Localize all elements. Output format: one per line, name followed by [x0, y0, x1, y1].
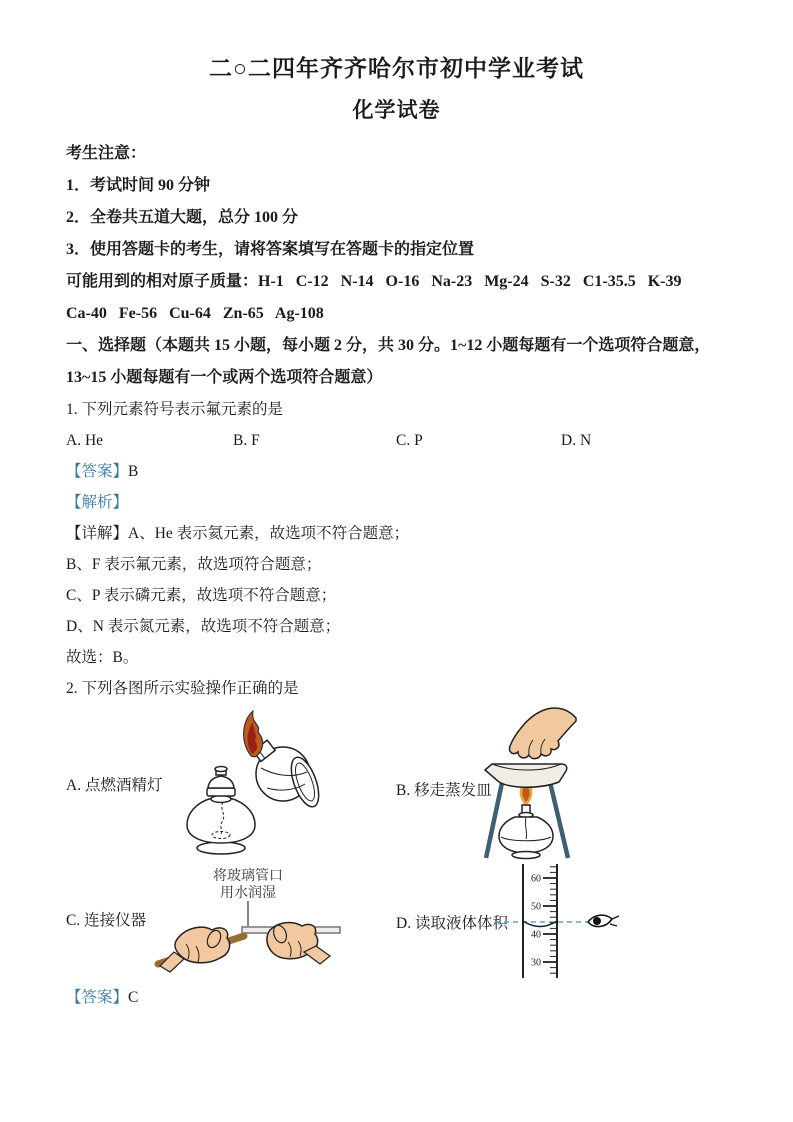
q1-answer-tag: 【答案】 [66, 463, 129, 480]
q1-stem: 1. 下列元素符号表示氟元素的是 [66, 401, 284, 418]
scale-label-30: 30 [531, 957, 541, 969]
major-ticks [543, 878, 557, 962]
notice-heading: 考生注意： [66, 145, 147, 162]
q1-option-b: B. F [233, 432, 260, 449]
q1-detail-d: D、N 表示氮元素，故选项不符合题意； [66, 618, 341, 635]
atomic-masses-line1: 可能用到的相对原子质量：H-1 C-12 N-14 O-16 Na-23 Mg-24 S-32 C1-35.5 K-39 [66, 273, 682, 290]
evaporating-dish [485, 764, 567, 787]
exam-notice-block [66, 138, 727, 394]
q2-figures-row-2 [66, 862, 727, 982]
q2-option-d-label: D. 读取液体体积 [396, 915, 508, 932]
q2-stem: 2. 下列各图所示实验操作正确的是 [66, 680, 299, 697]
q1-analysis-tag: 【解析】 [66, 494, 129, 511]
left-hand [160, 927, 230, 972]
alcohol-burner [499, 805, 553, 859]
hand [510, 708, 576, 759]
q1-answer-line [66, 456, 727, 487]
q1-option-a: A. He [66, 432, 104, 449]
upright-alcohol-lamp [187, 767, 255, 855]
connecting-tubes-figure [152, 864, 342, 976]
scale-label-60: 60 [531, 873, 541, 885]
eye-icon [588, 915, 619, 926]
q1-analysis-line [66, 487, 727, 518]
q1-answer-value: B [128, 463, 139, 480]
q1-detail-c: C、P 表示磷元素，故选项不符合题意； [66, 587, 337, 604]
q2-option-a-label: A. 点燃酒精灯 [66, 777, 163, 794]
q2-answer-value: C [128, 989, 139, 1006]
q2-figures-row-1 [66, 704, 727, 862]
q1-detail-a: 【详解】A、He 表示氦元素，故选项不符合题意； [66, 525, 410, 542]
figure-c-note-line2: 用水润湿 [220, 886, 276, 901]
alcohol-lamp-lighting-figure [181, 710, 331, 856]
notice-item-2: 2．全卷共五道大题，总分 100 分 [66, 209, 299, 226]
figure-c-note-line1: 将玻璃管口 [213, 869, 283, 884]
q1-conclusion: 故选：B。 [66, 649, 139, 666]
atomic-masses-line2: Ca-40 Fe-56 Cu-64 Zn-65 Ag-108 [66, 305, 324, 322]
tilted-alcohol-lamp [244, 711, 325, 810]
minor-ticks [550, 867, 557, 973]
section-one-heading-line2: 13~15 小题每题有一个或两个选项符合题意） [66, 369, 383, 386]
q2-answer-tag: 【答案】 [66, 989, 129, 1006]
q2-answer-line [66, 982, 727, 1013]
graduated-cylinder-figure [493, 862, 621, 980]
q1-options-row [66, 425, 727, 456]
exam-subtitle: 化学试卷 [352, 98, 441, 122]
exam-title: 二○二四年齐齐哈尔市初中学业考试 [209, 56, 584, 81]
q2-option-c-label: C. 连接仪器 [66, 912, 147, 929]
evaporating-dish-figure [473, 706, 578, 860]
notice-item-3: 3．使用答题卡的考生，请将答案填写在答题卡的指定位置 [66, 241, 475, 258]
q1-option-d: D. N [561, 432, 592, 449]
q2-option-b-label: B. 移走蒸发皿 [396, 782, 492, 799]
notice-item-1: 1．考试时间 90 分钟 [66, 177, 211, 194]
section-one-heading-line1: 一、选择题（本题共 15 小题，每小题 2 分，共 30 分。1~12 小题每题有一个选项符合题意， [66, 337, 711, 354]
scale-label-40: 40 [531, 929, 541, 941]
q1-detail-b: B、F 表示氟元素，故选项符合题意； [66, 556, 322, 573]
q1-option-c: C. P [396, 432, 423, 449]
scale-label-50: 50 [531, 901, 541, 913]
